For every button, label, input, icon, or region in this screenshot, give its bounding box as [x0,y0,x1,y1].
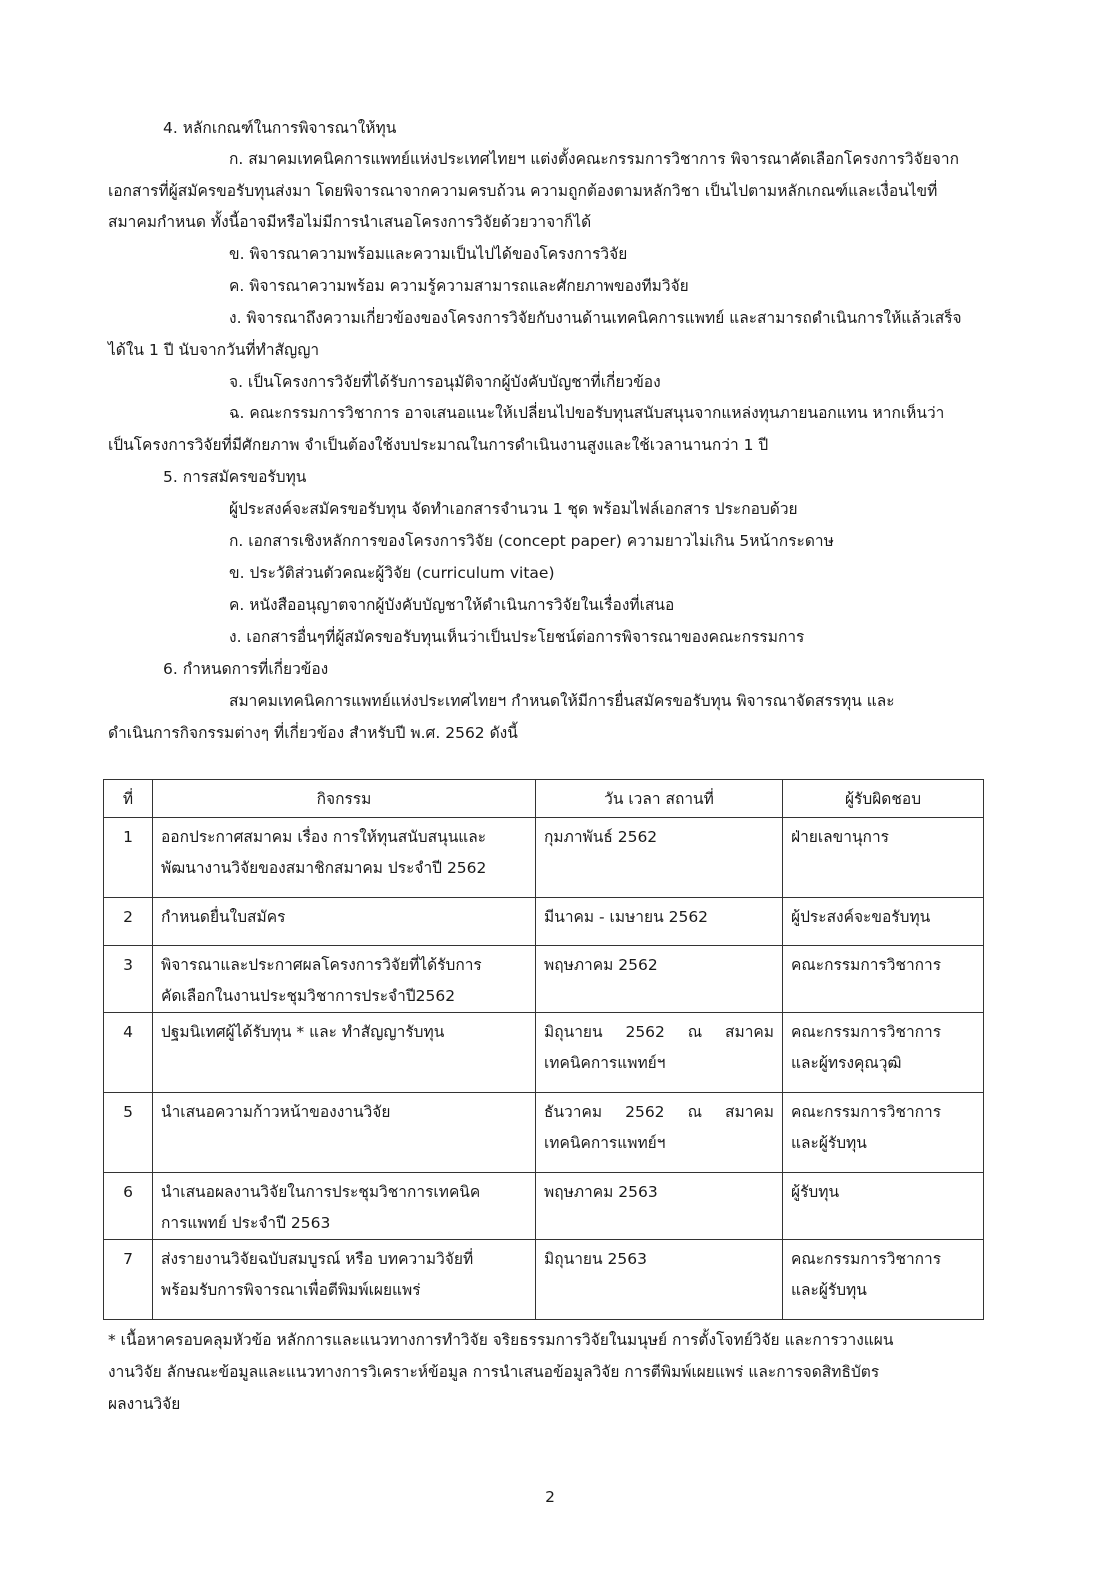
section4-item-ngo-line1: ง. พิจารณาถึงความเกี่ยวข้องของโครงการวิจัยกับงานด้านเทคนิคการแพทย์ และสามารถดำเนินการให้แล้วเสร็จ [229,309,962,327]
section5-item: ง. เอกสารอื่นๆที่ผู้สมัครขอรับทุนเห็นว่าเป็นประโยชน์ต่อการพิจารณาของคณะกรรมการ [229,628,805,646]
activity-line: นำเสนอผลงานวิจัยในการประชุมวิชาการเทคนิค [161,1183,481,1201]
responsible-line: คณะกรรมการวิชาการ [791,1103,942,1121]
header-no: ที่ [104,780,153,818]
row-activity [153,1093,536,1173]
datetime-line: มิถุนายน 2562 ณ สมาคม [544,1023,774,1041]
datetime-line: พฤษภาคม 2562 [544,956,658,974]
row-datetime [536,1013,783,1093]
datetime-line: เทคนิคการแพทย์ฯ [544,1134,666,1152]
row-responsible [783,946,984,1013]
section5-intro: ผู้ประสงค์จะสมัครขอรับทุน จัดทำเอกสารจำนวน 1 ชุด พร้อมไฟล์เอกสาร ประกอบด้วย [229,500,798,518]
section6-line1: สมาคมเทคนิคการแพทย์แห่งประเทศไทยฯ กำหนดให้มีการยื่นสมัครขอรับทุน พิจารณาจัดสรรทุน และ [229,692,895,710]
activity-line: พร้อมรับการพิจารณาเพื่อตีพิมพ์เผยแพร่ [161,1281,421,1299]
responsible-line: และผู้รับทุน [791,1281,867,1299]
responsible-line: คณะกรรมการวิชาการ [791,1023,942,1041]
row-no: 3 [104,946,153,1013]
activity-line: นำเสนอความก้าวหน้าของงานวิจัย [161,1103,391,1121]
row-responsible [783,1240,984,1320]
table-row [104,818,984,898]
section4-item-ka-line3: สมาคมกำหนด ทั้งนี้อาจมีหรือไม่มีการนำเสนอโครงการวิจัยด้วยวาจาก็ได้ [108,213,592,231]
row-no: 2 [104,898,153,946]
row-datetime [536,1240,783,1320]
responsible-line: ฝ่ายเลขานุการ [791,828,889,846]
page-number: 2 [545,1488,555,1506]
datetime-line: พฤษภาคม 2563 [544,1183,658,1201]
row-datetime [536,818,783,898]
section4-item-kho: ข. พิจารณาความพร้อมและความเป็นไปได้ของโครงการวิจัย [229,245,628,263]
activity-line: พิจารณาและประกาศผลโครงการวิจัยที่ได้รับการ [161,956,482,974]
datetime-line: กุมภาพันธ์ 2562 [544,828,658,846]
section5-heading: 5. การสมัครขอรับทุน [163,468,307,486]
activity-line: กำหนดยื่นใบสมัคร [161,908,286,926]
footnote-line2: งานวิจัย ลักษณะข้อมูลและแนวทางการวิเคราะห์ข้อมูล การนำเสนอข้อมูลวิจัย การตีพิมพ์เผยแพร่ และการจดสิทธิบัตร [108,1363,880,1381]
datetime-line: เทคนิคการแพทย์ฯ [544,1054,666,1072]
datetime-line: ธันวาคม 2562 ณ สมาคม [544,1103,774,1121]
row-datetime [536,1173,783,1240]
row-no: 7 [104,1240,153,1320]
activity-line: ออกประกาศสมาคม เรื่อง การให้ทุนสนับสนุนและ [161,828,487,846]
responsible-line: และผู้ทรงคุณวุฒิ [791,1054,902,1072]
table-row [104,1173,984,1240]
header-responsible: ผู้รับผิดชอบ [783,780,984,818]
datetime-line: มิถุนายน 2563 [544,1250,647,1268]
row-activity [153,1240,536,1320]
row-no: 1 [104,818,153,898]
table-row [104,1093,984,1173]
row-responsible [783,1173,984,1240]
row-no: 6 [104,1173,153,1240]
responsible-line: ผู้รับทุน [791,1183,840,1201]
table-row [104,946,984,1013]
footnote-line1: * เนื้อหาครอบคลุมหัวข้อ หลักการและแนวทางการทำวิจัย จริยธรรมการวิจัยในมนุษย์ การตั้งโจทย์วิจัย และการวางแผน [108,1331,894,1349]
row-activity [153,898,536,946]
table-row [104,1240,984,1320]
row-datetime [536,898,783,946]
header-activity: กิจกรรม [153,780,536,818]
section4-item-ka-line1: ก. สมาคมเทคนิคการแพทย์แห่งประเทศไทยฯ แต่งตั้งคณะกรรมการวิชาการ พิจารณาคัดเลือกโครงการวิจัยจาก [229,150,959,168]
row-activity [153,1173,536,1240]
row-activity [153,818,536,898]
section4-heading: 4. หลักเกณฑ์ในการพิจารณาให้ทุน [163,119,397,137]
responsible-line: ผู้ประสงค์จะขอรับทุน [791,908,931,926]
section4-item-kho2: ค. พิจารณาความพร้อม ความรู้ความสามารถและศักยภาพของทีมวิจัย [229,277,689,295]
row-activity [153,946,536,1013]
footnote-line3: ผลงานวิจัย [108,1395,181,1413]
section6-heading: 6. กำหนดการที่เกี่ยวข้อง [163,660,329,678]
activity-line: ปฐมนิเทศผู้ได้รับทุน * และ ทำสัญญารับทุน [161,1023,445,1041]
header-datetime-place: วัน เวลา สถานที่ [536,780,783,818]
responsible-line: คณะกรรมการวิชาการ [791,1250,942,1268]
section5-item: ข. ประวัติส่วนตัวคณะผู้วิจัย (curriculum vitae) [229,564,555,582]
section4-item-chor-line1: ฉ. คณะกรรมการวิชาการ อาจเสนอแนะให้เปลี่ยนไปขอรับทุนสนับสนุนจากแหล่งทุนภายนอกแทน หากเห็นว่า [229,404,945,422]
responsible-line: คณะกรรมการวิชาการ [791,956,942,974]
table-row [104,1013,984,1093]
row-no: 5 [104,1093,153,1173]
section5-item: ก. เอกสารเชิงหลักการของโครงการวิจัย (concept paper) ความยาวไม่เกิน 5หน้ากระดาษ [229,532,834,550]
row-responsible [783,898,984,946]
row-datetime [536,946,783,1013]
row-no: 4 [104,1013,153,1093]
row-datetime [536,1093,783,1173]
section6-line2: ดำเนินการกิจกรรมต่างๆ ที่เกี่ยวข้อง สำหรับปี พ.ศ. 2562 ดังนี้ [108,724,518,742]
section4-item-ka-line2: เอกสารที่ผู้สมัครขอรับทุนส่งมา โดยพิจารณาจากความครบถ้วน ความถูกต้องตามหลักวิชา เป็นไปตามหลักเกณฑ์และเงื่อนไขที่ [108,182,938,200]
section4-item-chor-line2: เป็นโครงการวิจัยที่มีศักยภาพ จำเป็นต้องใช้งบประมาณในการดำเนินงานสูงและใช้เวลานานกว่า 1 ปี [108,436,769,454]
section5-item: ค. หนังสืออนุญาตจากผู้บังคับบัญชาให้ดำเนินการวิจัยในเรื่องที่เสนอ [229,596,675,614]
activity-line: พัฒนางานวิจัยของสมาชิกสมาคม ประจำปี 2562 [161,859,487,877]
section4-item-cho: จ. เป็นโครงการวิจัยที่ได้รับการอนุมัติจากผู้บังคับบัญชาที่เกี่ยวข้อง [229,373,661,391]
table-row [104,898,984,946]
row-responsible [783,818,984,898]
row-responsible [783,1013,984,1093]
schedule-table [103,779,984,1320]
table-header-row [104,780,984,818]
responsible-line: และผู้รับทุน [791,1134,867,1152]
activity-line: ส่งรายงานวิจัยฉบับสมบูรณ์ หรือ บทความวิจัยที่ [161,1250,474,1268]
activity-line: การแพทย์ ประจำปี 2563 [161,1214,331,1232]
datetime-line: มีนาคม - เมษายน 2562 [544,908,709,926]
activity-line: คัดเลือกในงานประชุมวิชาการประจำปี2562 [161,987,456,1005]
row-responsible [783,1093,984,1173]
row-activity [153,1013,536,1093]
section4-item-ngo-line2: ได้ใน 1 ปี นับจากวันที่ทำสัญญา [108,341,320,359]
